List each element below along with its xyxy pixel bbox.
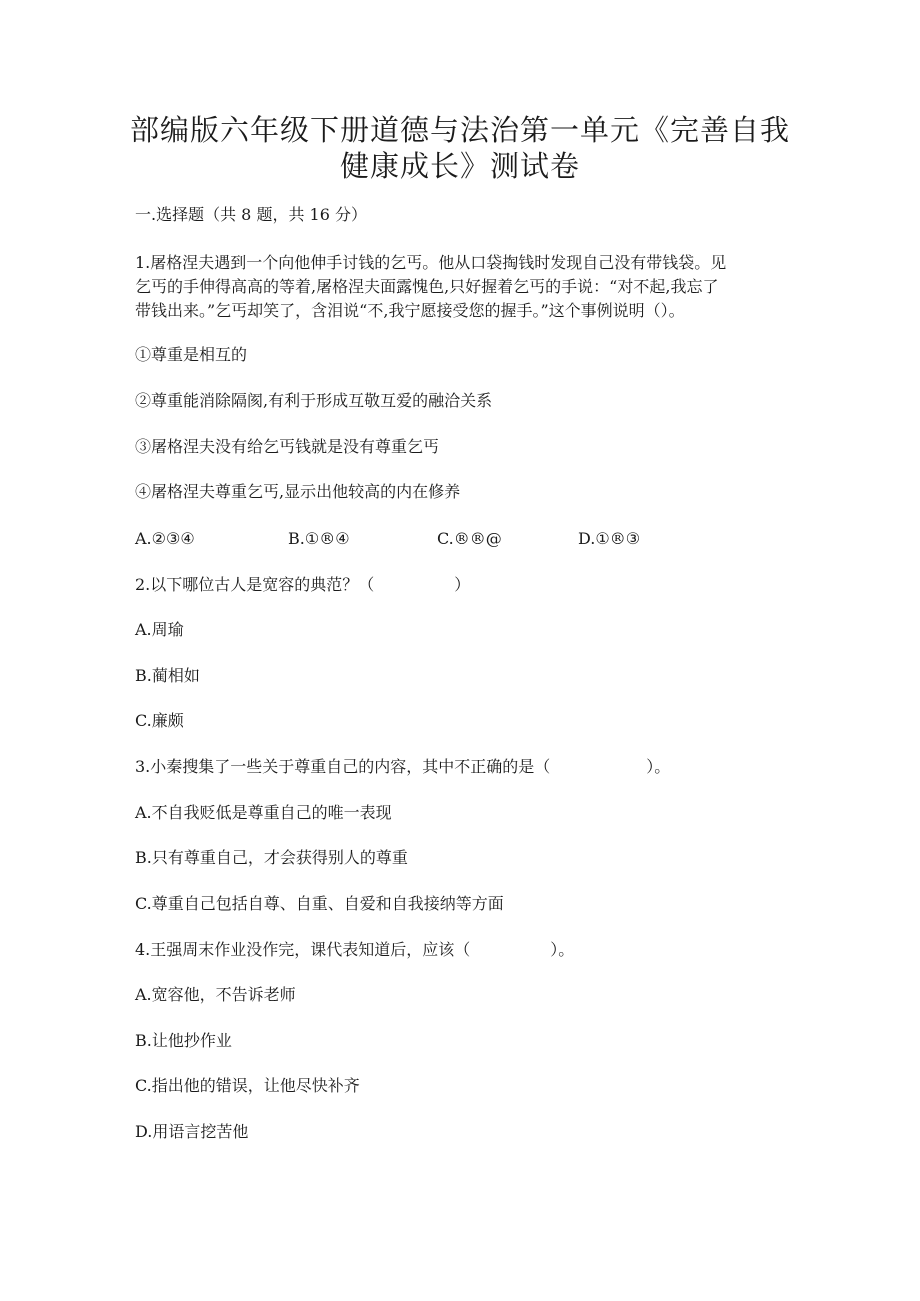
question-1-statement-4: ④屠格涅夫尊重乞丐,显示出他较高的内在修养: [135, 482, 461, 501]
question-3-option-c[interactable]: C.尊重自己包括自尊、自重、自爱和自我接纳等方面: [135, 894, 504, 913]
question-2-option-a[interactable]: A.周瑜: [135, 620, 184, 639]
question-1-option-c[interactable]: C.®®@: [437, 529, 502, 548]
question-1-option-b[interactable]: B.①®④: [288, 529, 350, 548]
question-2-option-c[interactable]: C.廉颇: [135, 711, 184, 730]
section-heading: 一.选择题（共 8 题，共 16 分）: [135, 205, 367, 224]
question-2-stem: 2.以下哪位古人是宽容的典范？（ ）: [135, 575, 471, 594]
question-1-option-d[interactable]: D.①®③: [578, 529, 641, 548]
question-3-option-a[interactable]: A.不自我贬低是尊重自己的唯一表现: [135, 803, 392, 822]
question-4-option-a[interactable]: A.宽容他，不告诉老师: [135, 985, 296, 1004]
question-4-option-b[interactable]: B.让他抄作业: [135, 1031, 232, 1050]
question-1-stem-line-3: 带钱出来。”乞丐却笑了，含泪说“不,我宁愿接受您的握手。”这个事例说明（）。: [135, 301, 685, 320]
question-4-option-c[interactable]: C.指出他的错误，让他尽快补齐: [135, 1076, 360, 1095]
question-3-stem: 3.小秦搜集了一些关于尊重自己的内容，其中不正确的是（ ）。: [135, 757, 671, 776]
question-1-stem-line-2: 乞丐的手伸得高高的等着,屠格涅夫面露愧色,只好握着乞丐的手说：“对不起,我忘了: [135, 277, 719, 296]
question-1-statement-1: ①尊重是相互的: [135, 345, 248, 364]
question-3-option-b[interactable]: B.只有尊重自己，才会获得别人的尊重: [135, 848, 408, 867]
question-1-statement-2: ②尊重能消除隔阂,有利于形成互敬互爱的融洽关系: [135, 391, 493, 410]
question-1-stem-line-1: 1.屠格涅夫遇到一个向他伸手讨钱的乞丐。他从口袋掏钱时发现自己没有带钱袋。见: [135, 253, 727, 272]
question-1-statement-3: ③屠格涅夫没有给乞丐钱就是没有尊重乞丐: [135, 437, 440, 456]
question-1-option-a[interactable]: A.②③④: [135, 529, 195, 548]
exam-title-line-2: 健康成长》测试卷: [339, 149, 580, 183]
question-4-option-d[interactable]: D.用语言挖苦他: [135, 1122, 249, 1141]
exam-title-line-1: 部编版六年级下册道德与法治第一单元《完善自我: [129, 113, 790, 147]
question-2-option-b[interactable]: B.蔺相如: [135, 666, 200, 685]
question-4-stem: 4.王强周末作业没作完，课代表知道后，应该（ ）。: [135, 940, 575, 959]
